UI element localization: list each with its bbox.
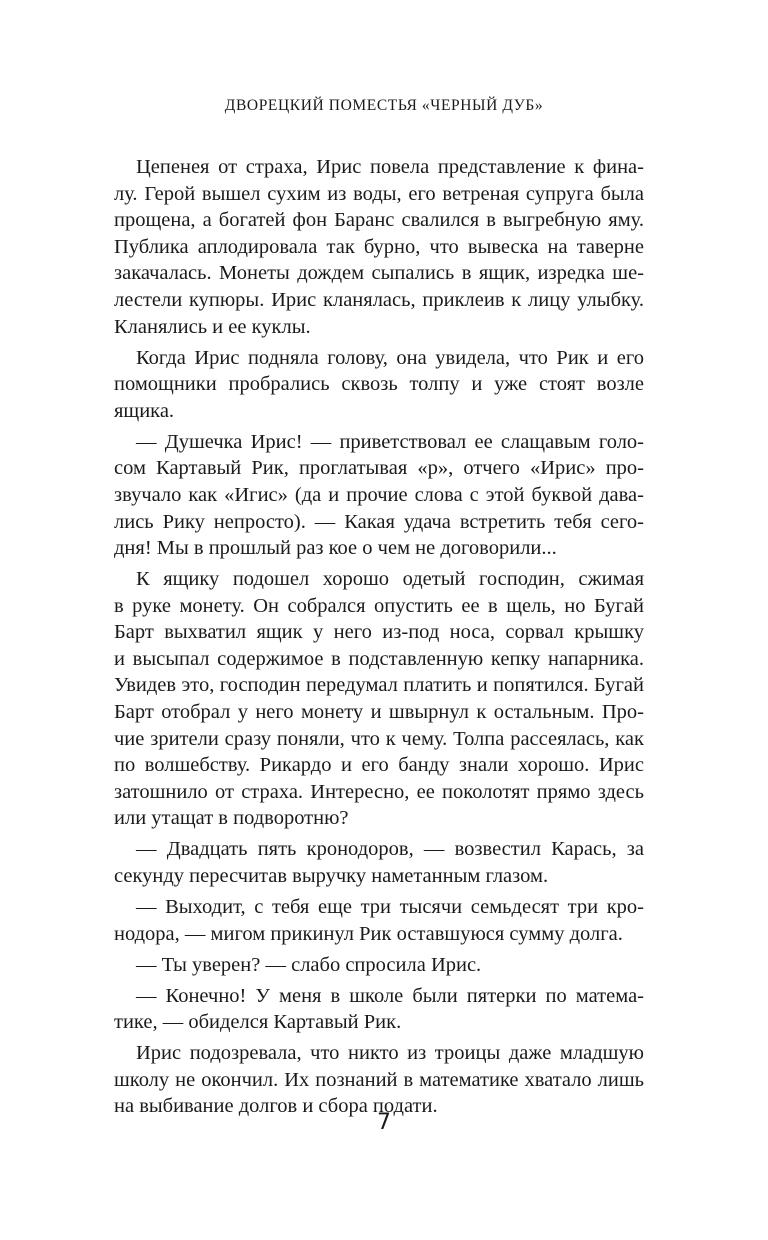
text-line: лестели купюры. Ирис кланялась, приклеив к лицу улыбку. xyxy=(114,288,644,311)
page-number: 7 xyxy=(377,1110,391,1135)
text-line: — Душечка Ирис! — приветствовал ее слащавым голо- xyxy=(136,430,644,453)
text-line: Кланялись и ее куклы. xyxy=(114,315,311,338)
text-line: ящика. xyxy=(114,399,175,422)
text-line: на выбивание долгов и сбора подати. xyxy=(114,1095,438,1118)
paragraph xyxy=(114,154,644,340)
text-line: секунду пересчитав выручку наметанным глазом. xyxy=(114,865,549,887)
paragraph xyxy=(114,952,644,979)
paragraph xyxy=(114,836,644,889)
text-line: нодора, — мигом прикинул Рик оставшуюся сумму долга. xyxy=(114,922,623,945)
text-line: затошнило от страха. Интересно, ее поколотят прямо здесь xyxy=(114,780,644,803)
text-line: Цепенея от страха, Ирис повела представление к фина- xyxy=(136,156,644,178)
text-line: — Выходит, с тебя еще три тысячи семьдесят три кро- xyxy=(136,895,644,918)
text-line: тике, — обиделся Картавый Рик. xyxy=(114,1011,402,1034)
text-line: дня! Мы в прошлый раз кое о чем не договорили... xyxy=(114,537,557,560)
paragraph xyxy=(114,983,644,1036)
text-line: закачалась. Монеты дождем сыпались в ящик, изредка ше- xyxy=(114,262,644,285)
text-line: К ящику подошел хорошо одетый господин, сжимая xyxy=(136,568,644,591)
text-line: звучало как «Игис» (да и прочие слова с этой буквой дава- xyxy=(114,483,644,506)
text-line: Ирис подозревала, что никто из троицы даже младшую xyxy=(136,1042,644,1065)
text-line: сом Картавый Рик, проглатывая «р», отчего «Ирис» про- xyxy=(114,457,644,480)
text-line: прощена, а богатей фон Баранс свалился в выгребную яму. xyxy=(114,209,644,232)
text-line: помощники пробрались сквозь толпу и уже стоят возле xyxy=(114,373,644,396)
text-line: чие зрители сразу поняли, что к чему. Толпа рассеялась, как xyxy=(114,727,644,750)
text-line: или утащат в подворотню? xyxy=(114,807,349,830)
text-line: по волшебству. Рикардо и его банду знали хорошо. Ирис xyxy=(114,754,644,777)
text-line: лу. Герой вышел сухим из воды, его ветреная супруга была xyxy=(114,182,644,205)
body-text xyxy=(114,154,644,1124)
paragraph xyxy=(114,345,644,425)
paragraph xyxy=(114,1040,644,1120)
text-line: лись Рику непросто). — Какая удача встретить тебя сего- xyxy=(114,510,644,533)
text-line: — Конечно! У меня в школе были пятерки по матема- xyxy=(136,984,644,1007)
text-line: Публика аплодировала так бурно, что вывеска на таверне xyxy=(114,235,644,258)
paragraph xyxy=(114,429,644,562)
text-line: Барт выхватил ящик у него из-под носа, сорвал крышку xyxy=(114,621,644,644)
running-title: ДВОРЕЦКИЙ ПОМЕСТЬЯ «ЧЕРНЫЙ ДУБ» xyxy=(224,97,544,114)
text-line: и высыпал содержимое в подставленную кепку напарника. xyxy=(114,647,644,670)
text-line: Барт отобрал у него монету и швырнул к остальным. Про- xyxy=(114,701,644,724)
text-line: школу не окончил. Их познаний в математике хватало лишь xyxy=(114,1068,644,1091)
text-line: Увидев это, господин передумал платить и попятился. Бугай xyxy=(114,674,644,697)
paragraph xyxy=(114,566,644,832)
paragraph xyxy=(114,894,644,947)
text-line: — Ты уверен? — слабо спросила Ирис. xyxy=(136,953,482,976)
text-line: в руке монету. Он собрался опустить ее в щель, но Бугай xyxy=(114,594,644,617)
text-line: Когда Ирис подняла голову, она увидела, что Рик и его xyxy=(136,346,644,369)
text-line: — Двадцать пять кронодоров, — возвестил Карась, за xyxy=(136,838,644,861)
